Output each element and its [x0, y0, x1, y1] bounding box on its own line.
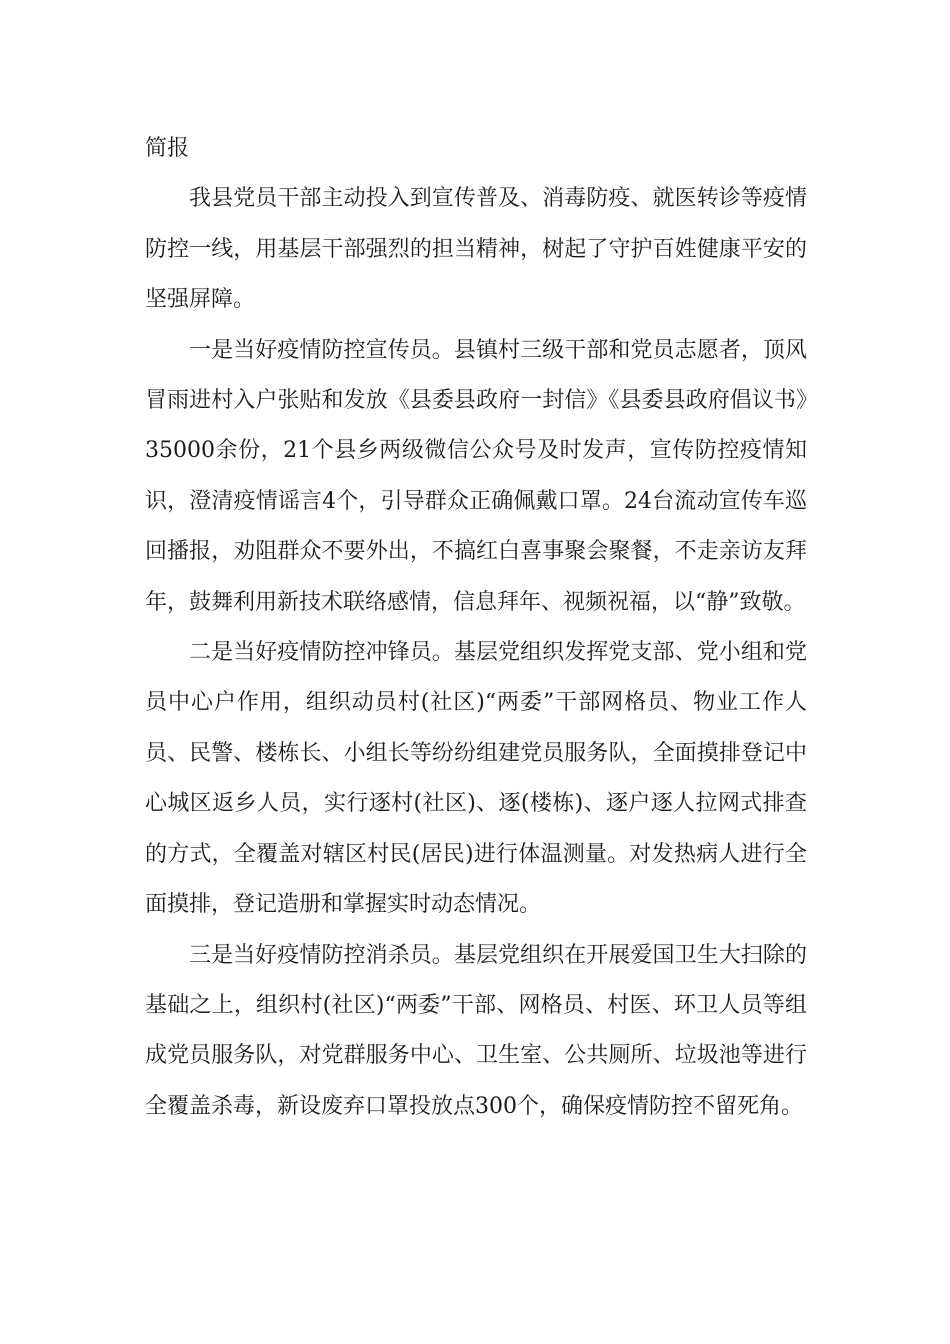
paragraph-vanguard: 二是当好疫情防控冲锋员。基层党组织发挥党支部、党小组和党员中心户作用，组织动员村(社区)“两委”干部网格员、物业工作人员、民警、楼栋长、小组长等纷纷组建党员服务队，全面摸排登记中心城区返乡人员，实行逐村(社区)、逐(楼栋)、逐户逐人拉网式排查的方式，全覆盖对辖区村民(居民)进行体温测量。对发热病人进行全面摸排，登记造册和掌握实时动态情况。: [145, 640, 807, 918]
document-title: 简报: [145, 136, 190, 161]
paragraph-intro: 我县党员干部主动投入到宣传普及、消毒防疫、就医转诊等疫情防控一线，用基层干部强烈的担当精神，树起了守护百姓健康平安的坚强屏障。: [145, 186, 807, 313]
paragraph-disinfection: 三是当好疫情防控消杀员。基层党组织在开展爱国卫生大扫除的基础之上，组织村(社区)“两委”干部、网格员、村医、环卫人员等组成党员服务队，对党群服务中心、卫生室、公共厕所、垃圾池等进行全覆盖杀毒，新设废弃口罩投放点300个，确保疫情防控不留死角。: [145, 942, 807, 1119]
paragraph-propaganda: 一是当好疫情防控宣传员。县镇村三级干部和党员志愿者，顶风冒雨进村入户张贴和发放《县委县政府一封信》《县委县政府倡议书》35000余份，21个县乡两级微信公众号及时发声，宣传防控疫情知识，澄清疫情谣言4个，引导群众正确佩戴口罩。24台流动宣传车巡回播报，劝阻群众不要外出，不搞红白喜事聚会聚餐，不走亲访友拜年，鼓舞利用新技术联络感情，信息拜年、视频祝福，以“静”致敬。: [145, 337, 807, 615]
document-body: [145, 124, 807, 1132]
